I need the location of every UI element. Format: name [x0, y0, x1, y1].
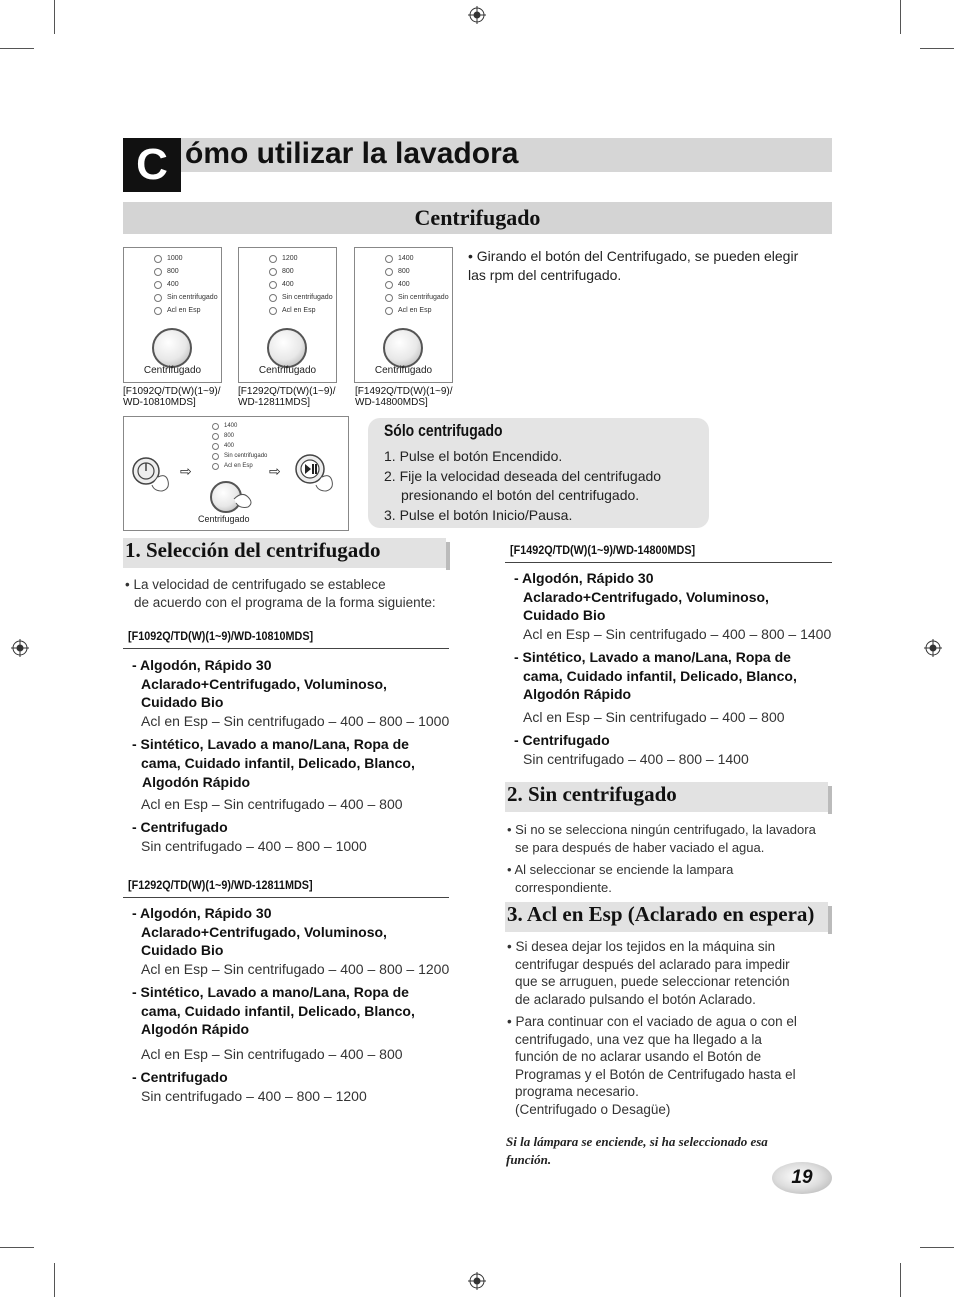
page-title: ómo utilizar la lavadora [185, 137, 519, 170]
knob-label: Centrifugado [198, 514, 250, 524]
crop-mark [0, 48, 34, 49]
intro-text: • Girando el botón del Centrifugado, se pueden elegir las rpm del centrifugado. [468, 248, 799, 283]
spin-knob [383, 328, 423, 368]
model-heading: [F1092Q/TD(W)(1~9)/WD-10810MDS] [128, 629, 314, 643]
heading-shadow [828, 786, 832, 814]
step-item: 1. Pulse el botón Encendido. [384, 448, 563, 464]
registration-mark-icon [11, 639, 29, 657]
option-item: 400 [385, 278, 449, 291]
program-list: - Algodón, Rápido 30 Aclarado+Centrifugado, Voluminoso, Cuidado Bio Acl en Esp – Sin centrifugado – 400 – 800 – 1400 - Sintético, Lavado a mano/Lana, Ropa de cama, Cuidado infantil, Delicado, Blanco, Algodón Rápido Acl en Esp – Sin centrifugado – 400 – 800 - Centrifugado Sin centrifugado – 400 – 800 – 1400 [514, 570, 832, 767]
crop-mark [900, 1263, 901, 1297]
section-title: Centrifugado [414, 205, 541, 230]
knob-label: Centrifugado [374, 365, 433, 376]
option-item: 1200 [269, 252, 333, 265]
option-item: Acl en Esp [154, 304, 218, 317]
step-item: 2. Fije la velocidad deseada del centrifugado [384, 467, 662, 484]
crop-mark [900, 0, 901, 34]
step-item: presionando el botón del centrifugado. [401, 487, 640, 503]
section-heading: 2. Sin centrifugado [507, 782, 677, 806]
spin-knob [152, 328, 192, 368]
option-item: 1000 [154, 252, 218, 265]
crop-mark [920, 48, 954, 49]
model-caption: [F1292Q/TD(W)(1~9)/ WD-12811MDS] [238, 386, 336, 408]
solo-steps [384, 447, 704, 525]
option-item: Sin centrifugado [385, 291, 449, 304]
header-initial: C [123, 138, 181, 192]
lamp-note: Si la lámpara se enciende, si ha seleccionado esa función. [506, 1134, 768, 1167]
divider [123, 648, 449, 649]
option-item: 1400 [212, 421, 267, 431]
model-heading: [F1292Q/TD(W)(1~9)/WD-12811MDS] [128, 878, 313, 892]
registration-mark-icon [924, 639, 942, 657]
power-button-icon [130, 453, 176, 493]
dial-panel-2 [238, 247, 337, 383]
option-item: Acl en Esp [385, 304, 449, 317]
section-heading: 3. Acl en Esp (Aclarado en espera) [507, 902, 815, 926]
arrow-icon: ⇨ [180, 463, 192, 479]
crop-mark [54, 0, 55, 34]
crop-mark [0, 1247, 34, 1248]
dial-panel-1 [123, 247, 222, 383]
page-number: 19 [772, 1162, 832, 1194]
divider [505, 562, 832, 563]
spin-knob [267, 328, 307, 368]
sec3-text: • Si desea dejar los tejidos en la máquina sin centrifugar después del aclarado para impedir que se arruguen, puede seleccionar retención de aclarado pulsando el botón Aclarado. • Para continuar con el vaciado de agua o con el centrifugado, una vez que ha llegado a la función de no aclarar usando el Botón de Programas y el Botón de Centrifugado hasta el programa necesario. (Centrifugado o Desagüe) [507, 939, 797, 1117]
sec2-text: • Si no se selecciona ningún centrifugado, la lavadora se para después de haber vaciado el agua. • Al seleccionar se enciende la lampara correspondiente. [507, 822, 816, 895]
model-caption: [F1092Q/TD(W)(1~9)/ WD-10810MDS] [123, 386, 221, 408]
model-heading: [F1492Q/TD(W)(1~9)/WD-14800MDS] [510, 543, 696, 557]
knob-label: Centrifugado [143, 365, 202, 376]
sec1-bullet: • La velocidad de centrifugado se establece de acuerdo con el programa de la forma siguiente: [125, 577, 436, 610]
option-item: 800 [212, 431, 267, 441]
program-list: - Algodón, Rápido 30 Aclarado+Centrifugado, Voluminoso, Cuidado Bio Acl en Esp – Sin centrifugado – 400 – 800 – 1000 - Sintético, Lavado a mano/Lana, Ropa de cama, Cuidado infantil, Delicado, Blanco, Algodón Rápido Acl en Esp – Sin centrifugado – 400 – 800 - Centrifugado Sin centrifugado – 400 – 800 – 1000 [132, 657, 450, 854]
option-item: 400 [212, 441, 267, 451]
option-item: 800 [385, 265, 449, 278]
divider [123, 897, 449, 898]
heading-shadow [446, 542, 450, 570]
option-item: 1400 [385, 252, 449, 265]
arrow-icon: ⇨ [269, 463, 281, 479]
option-item: Sin centrifugado [269, 291, 333, 304]
option-item: 400 [269, 278, 333, 291]
option-item: 800 [154, 265, 218, 278]
step-item: 3. Pulse el botón Inicio/Pausa. [384, 506, 573, 523]
crop-mark [54, 1263, 55, 1297]
registration-mark-icon [468, 1272, 486, 1290]
option-item: 400 [154, 278, 218, 291]
option-item: 800 [269, 265, 333, 278]
registration-mark-icon [468, 6, 486, 24]
dial-panel-3 [354, 247, 453, 383]
knob-label: Centrifugado [258, 365, 317, 376]
hand-icon [232, 487, 258, 509]
option-item: Acl en Esp [212, 461, 267, 471]
solo-title: Sólo centrifugado [384, 421, 503, 440]
section-heading: 1. Selección del centrifugado [125, 538, 381, 562]
start-pause-button-icon [290, 451, 340, 495]
program-list: - Algodón, Rápido 30 Aclarado+Centrifugado, Voluminoso, Cuidado Bio Acl en Esp – Sin centrifugado – 400 – 800 – 1200 - Sintético, Lavado a mano/Lana, Ropa de cama, Cuidado infantil, Delicado, Blanco, Algodón Rápido Acl en Esp – Sin centrifugado – 400 – 800 - Centrifugado Sin centrifugado – 400 – 800 – 1200 [132, 905, 450, 1104]
model-caption: [F1492Q/TD(W)(1~9)/ WD-14800MDS] [355, 386, 453, 408]
spin-only-diagram [123, 416, 349, 531]
heading-shadow [828, 906, 832, 934]
option-item: Acl en Esp [269, 304, 333, 317]
option-item: Sin centrifugado [154, 291, 218, 304]
crop-mark [920, 1247, 954, 1248]
option-item: Sin centrifugado [212, 451, 267, 461]
